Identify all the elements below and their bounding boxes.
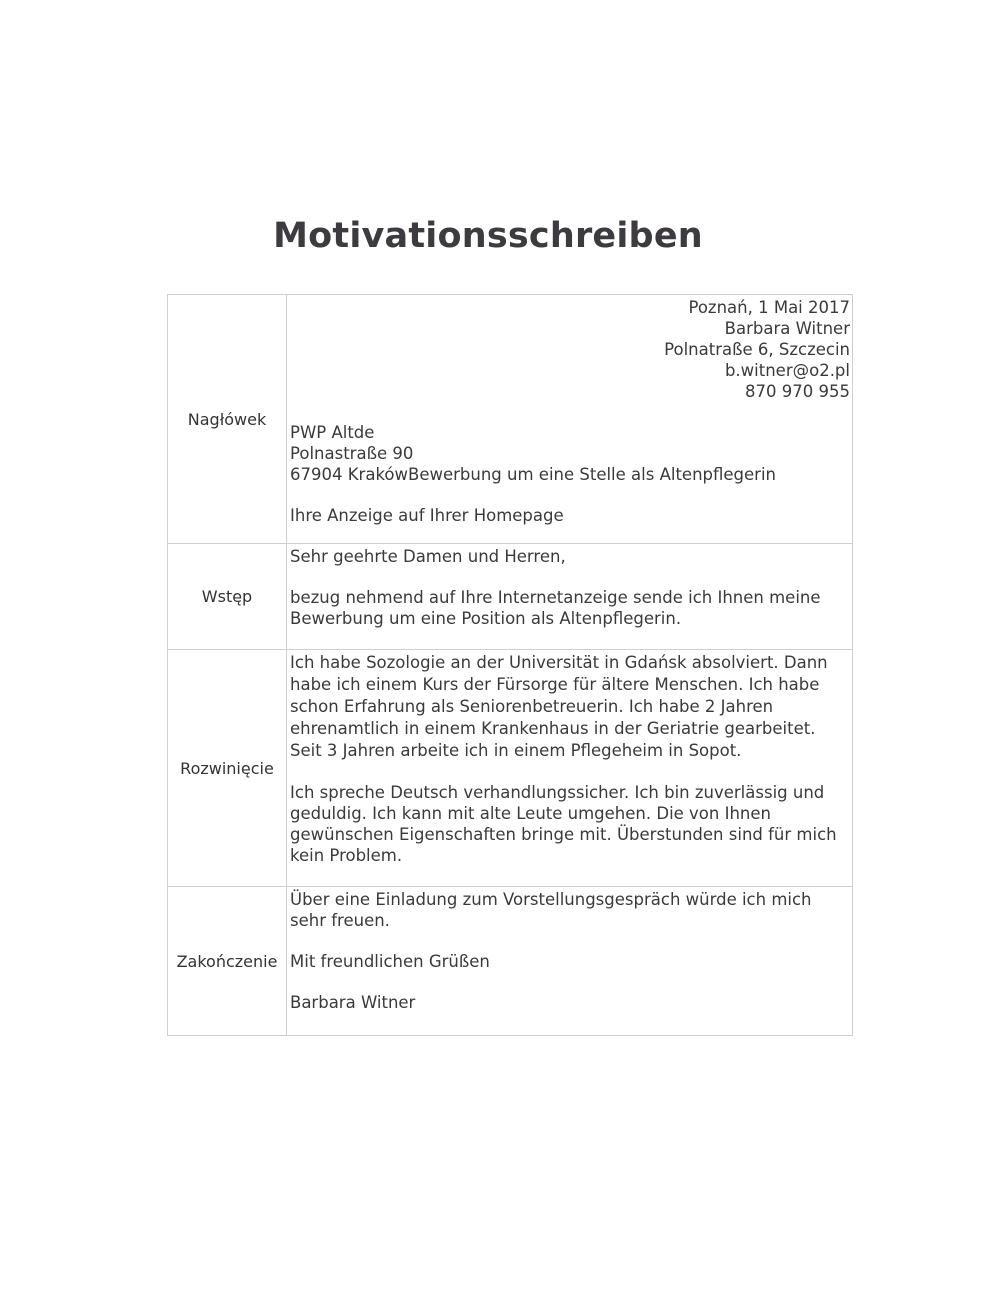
- body-row: [168, 650, 853, 887]
- closing-row: [168, 887, 853, 1036]
- recipient-street: Polnastraße 90: [290, 444, 414, 463]
- closing-content: [287, 887, 853, 1036]
- header-row: [168, 295, 853, 544]
- intro-content: [287, 544, 853, 650]
- sender-email: b.witner@o2.pl: [724, 361, 850, 380]
- closing-greeting: Mit freundlichen Grüßen: [290, 952, 490, 971]
- spacer: [290, 402, 850, 422]
- closing-label: Zakończenie: [168, 887, 287, 1036]
- spacer: [290, 931, 850, 951]
- sender-block: [290, 297, 850, 402]
- spacer: [290, 485, 850, 505]
- sender-phone: 870 970 955: [745, 382, 850, 401]
- spacer: [290, 972, 850, 992]
- reference-line: Ihre Anzeige auf Ihrer Homepage: [290, 506, 564, 525]
- sender-name: Barbara Witner: [724, 319, 850, 338]
- body-label: Rozwinięcie: [168, 650, 287, 887]
- body-content: [287, 650, 853, 887]
- intro-text: bezug nehmend auf Ihre Internetanzeige sende ich Ihnen meine Bewerbung um eine Position als Altenpflegerin.: [290, 588, 821, 628]
- sender-address: Polnatraße 6, Szczecin: [664, 340, 850, 359]
- sender-date-place: Poznań, 1 Mai 2017: [688, 298, 850, 317]
- intro-label: Wstęp: [168, 544, 287, 650]
- recipient-city-subject: 67904 KrakówBewerbung um eine Stelle als Altenpflegerin: [290, 465, 776, 484]
- body-paragraph-2: Ich spreche Deutsch verhandlungssicher. Ich bin zuverlässig und geduldig. Ich kann mit alte Leute umgehen. Die von Ihnen gewünschen Eigenschaften bringe mit. Überstunden sind für mich kein Problem.: [290, 783, 837, 865]
- spacer: [290, 762, 850, 782]
- spacer: [290, 567, 850, 587]
- recipient-company: PWP Altde: [290, 423, 375, 442]
- closing-text: Über eine Einladung zum Vorstellungsgespräch würde ich mich sehr freuen.: [290, 890, 812, 930]
- body-paragraph-1: Ich habe Sozologie an der Universität in Gdańsk absolviert. Dann habe ich einem Kurs der Fürsorge für ältere Menschen. Ich habe schon Erfahrung als Seniorenbetreuerin. Ich habe 2 Jahren ehrenamtlich in einem Krankenhaus in der Geriatrie gearbeitet. Seit 3 Jahren arbeite ich in einem Pflegeheim in Sopot.: [290, 653, 828, 760]
- header-content: [287, 295, 853, 544]
- closing-signature: Barbara Witner: [290, 993, 416, 1012]
- salutation: Sehr geehrte Damen und Herren,: [290, 547, 566, 566]
- header-label: Nagłówek: [168, 295, 287, 544]
- recipient-block: [290, 422, 850, 485]
- intro-row: [168, 544, 853, 650]
- document-title: Motivationsschreiben: [273, 216, 703, 256]
- letter-table: [167, 294, 853, 1036]
